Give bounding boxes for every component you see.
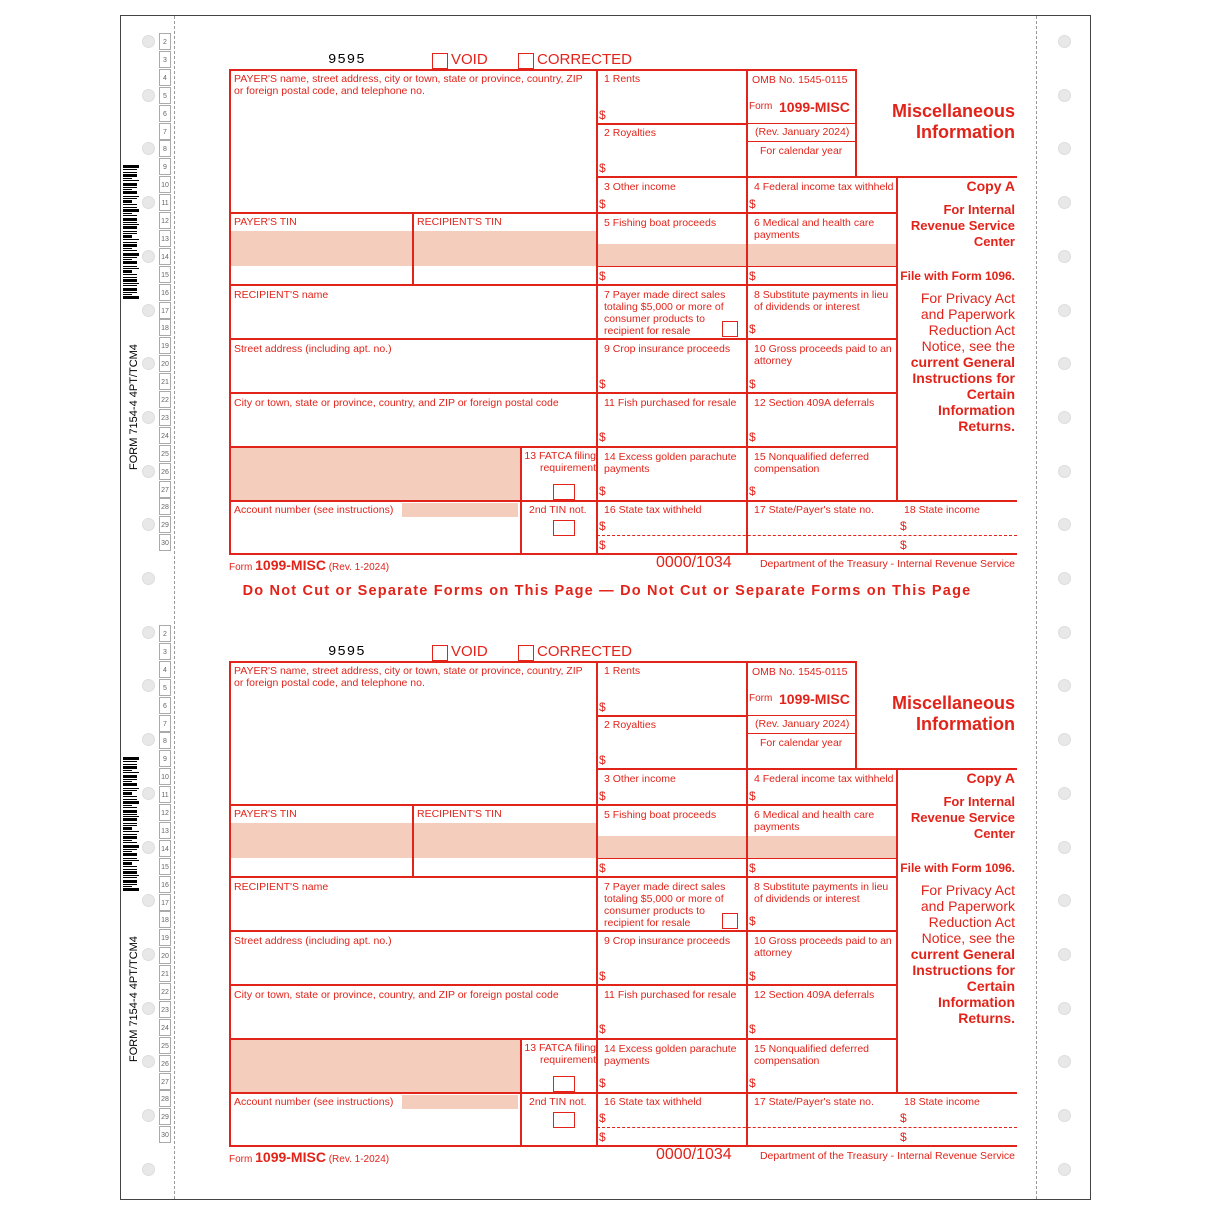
line-number: 17 xyxy=(159,302,171,319)
dollar-sign: $ xyxy=(900,1130,907,1144)
box14-label: 14 Excess golden parachute payments xyxy=(604,451,737,475)
box16-label: 16 State tax withheld xyxy=(604,1096,702,1108)
footer-department: Department of the Treasury - Internal Revenue Service xyxy=(759,558,1015,570)
line-number: 27 xyxy=(159,1073,171,1090)
line-number: 3 xyxy=(159,51,171,68)
form-name: 1099-MISC xyxy=(779,99,850,115)
line-number: 2 xyxy=(159,625,171,642)
payer-tin-label: PAYER'S TIN xyxy=(234,808,297,820)
omb-number: OMB No. 1545-0115 xyxy=(752,74,848,86)
recipient-tin-label: RECIPIENT'S TIN xyxy=(417,216,502,228)
box17-label: 17 State/Payer's state no. xyxy=(754,1096,874,1108)
box8-label: 8 Substitute payments in lieu of dividends or interest xyxy=(754,289,889,313)
dollar-sign: $ xyxy=(599,161,606,175)
line-number: 25 xyxy=(159,1037,171,1054)
dollar-sign: $ xyxy=(599,484,606,498)
footer-department: Department of the Treasury - Internal Revenue Service xyxy=(759,1150,1015,1162)
footer-revision: (Rev. 1-2024) xyxy=(328,562,390,573)
line-number: 10 xyxy=(159,768,171,785)
line-number: 8 xyxy=(159,732,171,749)
corrected-label: CORRECTED xyxy=(537,643,633,660)
box11-label: 11 Fish purchased for resale xyxy=(604,397,737,409)
line-number: 14 xyxy=(159,248,171,265)
box7-label: 7 Payer made direct sales totaling $5,000 or more of consumer products to recipient for resale xyxy=(604,289,726,337)
form-word: Form xyxy=(749,101,773,112)
box4-label: 4 Federal income tax withheld xyxy=(754,181,894,193)
form-code: 9595 xyxy=(328,644,366,660)
dollar-sign: $ xyxy=(749,197,756,211)
void-label: VOID xyxy=(451,643,488,660)
form-title xyxy=(892,693,1015,735)
form-word: Form xyxy=(749,693,773,704)
barcode-image xyxy=(123,165,139,301)
line-number: 7 xyxy=(159,123,171,140)
line-number: 13 xyxy=(159,230,171,247)
line-number: 12 xyxy=(159,212,171,229)
dollar-sign: $ xyxy=(599,519,606,533)
dollar-sign: $ xyxy=(599,1022,606,1036)
box9-label: 9 Crop insurance proceeds xyxy=(604,343,731,355)
calendar-year-label: For calendar year xyxy=(760,145,843,157)
form-code: 9595 xyxy=(328,52,366,68)
box15-label: 15 Nonqualified deferred compensation xyxy=(754,451,869,475)
copy-a-label: Copy A xyxy=(966,770,1015,786)
dollar-sign: $ xyxy=(749,430,756,444)
line-number: 9 xyxy=(159,750,171,767)
dollar-sign: $ xyxy=(749,377,756,391)
file-with-label: File with Form 1096. xyxy=(900,861,1015,875)
dollar-sign: $ xyxy=(749,1022,756,1036)
corrected-checkbox[interactable] xyxy=(518,53,534,69)
omb-number: OMB No. 1545-0115 xyxy=(752,666,848,678)
city-label: City or town, state or province, country, and ZIP or foreign postal code xyxy=(234,397,559,409)
line-number: 7 xyxy=(159,715,171,732)
recipient-name-label: RECIPIENT'S name xyxy=(234,289,329,301)
line-number: 18 xyxy=(159,911,171,928)
dollar-sign: $ xyxy=(599,108,606,122)
line-number: 16 xyxy=(159,876,171,893)
void-checkbox[interactable] xyxy=(432,645,448,661)
tin2-label: 2nd TIN not. xyxy=(529,1096,587,1108)
recipient-tin-label: RECIPIENT'S TIN xyxy=(417,808,502,820)
account-shade xyxy=(402,503,518,517)
account-label: Account number (see instructions) xyxy=(234,504,394,516)
dollar-sign: $ xyxy=(749,484,756,498)
line-number: 24 xyxy=(159,1019,171,1036)
line-number: 23 xyxy=(159,1001,171,1018)
payer-tin-shade xyxy=(231,823,413,858)
footer-revision: (Rev. 1-2024) xyxy=(328,1154,390,1165)
account-label: Account number (see instructions) xyxy=(234,1096,394,1108)
dollar-sign: $ xyxy=(599,969,606,983)
box11-label: 11 Fish purchased for resale xyxy=(604,989,737,1001)
file-with-label: File with Form 1096. xyxy=(900,269,1015,283)
line-number: 9 xyxy=(159,158,171,175)
footer-form-word: Form xyxy=(229,1154,253,1165)
line-number: 15 xyxy=(159,858,171,875)
line-number: 27 xyxy=(159,481,171,498)
footer-form-name: 1099-MISC xyxy=(255,557,326,573)
fatca-left-shade xyxy=(231,1040,520,1092)
box16-label: 16 State tax withheld xyxy=(604,504,702,516)
account-shade xyxy=(402,1095,518,1109)
box4-label: 4 Federal income tax withheld xyxy=(754,773,894,785)
line-number: 18 xyxy=(159,319,171,336)
street-label: Street address (including apt. no.) xyxy=(234,935,392,947)
line-number: 2 xyxy=(159,33,171,50)
line-number: 29 xyxy=(159,1108,171,1125)
privacy-notice xyxy=(900,290,1015,434)
payer-name-label: PAYER'S name, street address, city or town, state or province, country, ZIP or foreign postal code, and telephone no. xyxy=(234,665,583,689)
box18-label: 18 State income xyxy=(904,504,980,516)
box18-label: 18 State income xyxy=(904,1096,980,1108)
footer-code: 0000/1034 xyxy=(656,1146,732,1163)
dollar-sign: $ xyxy=(599,861,606,875)
dollar-sign: $ xyxy=(900,538,907,552)
line-number: 5 xyxy=(159,87,171,104)
line-number: 26 xyxy=(159,1055,171,1072)
city-label: City or town, state or province, country, and ZIP or foreign postal code xyxy=(234,989,559,1001)
line-number: 4 xyxy=(159,661,171,678)
dollar-sign: $ xyxy=(599,1076,606,1090)
privacy-notice-bold: current General Instructions for Certain Information Returns. xyxy=(910,946,1015,1026)
revision-date: (Rev. January 2024) xyxy=(755,718,850,730)
line-number: 28 xyxy=(159,1090,171,1107)
line-number: 28 xyxy=(159,498,171,515)
box5-label: 5 Fishing boat proceeds xyxy=(604,809,717,821)
dollar-sign: $ xyxy=(599,197,606,211)
box7-checkbox[interactable] xyxy=(722,321,738,337)
fatca-label: 13 FATCA filing requirement xyxy=(524,1042,596,1066)
barcode-image xyxy=(123,757,139,893)
box1-label: 1 Rents xyxy=(604,73,641,85)
line-number: 30 xyxy=(159,1126,171,1143)
title-line-1: Miscellaneous xyxy=(891,101,1015,121)
box6-label: 6 Medical and health care payments xyxy=(754,809,875,833)
corrected-checkbox[interactable] xyxy=(518,645,534,661)
footer-form-name: 1099-MISC xyxy=(255,1149,326,1165)
line-number: 6 xyxy=(159,697,171,714)
dollar-sign: $ xyxy=(900,1111,907,1125)
dollar-sign: $ xyxy=(599,789,606,803)
copy-a-label: Copy A xyxy=(966,178,1015,194)
void-label: VOID xyxy=(451,51,488,68)
footer-form-ref xyxy=(229,1149,389,1165)
title-line-1: Miscellaneous xyxy=(891,693,1015,713)
line-number: 12 xyxy=(159,804,171,821)
line-number: 11 xyxy=(159,194,171,211)
for-irs-label: For Internal Revenue Service Center xyxy=(910,794,1015,841)
box8-label: 8 Substitute payments in lieu of dividends or interest xyxy=(754,881,889,905)
box15-label: 15 Nonqualified deferred compensation xyxy=(754,1043,869,1067)
privacy-notice-plain: For Privacy Act and Paperwork Reduction Act Notice, see the xyxy=(920,290,1015,354)
line-number: 10 xyxy=(159,176,171,193)
dollar-sign: $ xyxy=(749,914,756,928)
form-copy-bottom xyxy=(0,592,1214,1184)
recipient-tin-shade xyxy=(414,231,596,266)
box1-label: 1 Rents xyxy=(604,665,641,677)
line-number: 13 xyxy=(159,822,171,839)
dollar-sign: $ xyxy=(599,377,606,391)
box3-label: 3 Other income xyxy=(604,181,676,193)
box2-label: 2 Royalties xyxy=(604,127,656,139)
line-number: 20 xyxy=(159,947,171,964)
box6-label: 6 Medical and health care payments xyxy=(754,217,875,241)
dollar-sign: $ xyxy=(599,1111,606,1125)
footer-code: 0000/1034 xyxy=(656,554,732,571)
privacy-notice-plain: For Privacy Act and Paperwork Reduction Act Notice, see the xyxy=(920,882,1015,946)
privacy-notice xyxy=(900,882,1015,1026)
payer-tin-shade xyxy=(231,231,413,266)
fatca-checkbox[interactable] xyxy=(553,1076,575,1092)
dollar-sign: $ xyxy=(599,700,606,714)
fatca-left-shade xyxy=(231,448,520,500)
line-number: 22 xyxy=(159,983,171,1000)
line-number: 4 xyxy=(159,69,171,86)
void-checkbox[interactable] xyxy=(432,53,448,69)
line-number: 14 xyxy=(159,840,171,857)
privacy-notice-bold: current General Instructions for Certain Information Returns. xyxy=(910,354,1015,434)
form-copy-top xyxy=(0,0,1214,592)
title-line-2: Information xyxy=(916,122,1015,142)
dollar-sign: $ xyxy=(749,322,756,336)
form-title xyxy=(892,101,1015,143)
box7-checkbox[interactable] xyxy=(722,913,738,929)
line-number: 6 xyxy=(159,105,171,122)
line-number: 23 xyxy=(159,409,171,426)
box12-label: 12 Section 409A deferrals xyxy=(754,397,875,409)
box17-label: 17 State/Payer's state no. xyxy=(754,504,874,516)
payer-tin-label: PAYER'S TIN xyxy=(234,216,297,228)
dollar-sign: $ xyxy=(749,969,756,983)
dollar-sign: $ xyxy=(599,430,606,444)
dollar-sign: $ xyxy=(749,269,756,283)
line-number: 24 xyxy=(159,427,171,444)
fatca-label: 13 FATCA filing requirement xyxy=(524,450,596,474)
line-number: 15 xyxy=(159,266,171,283)
line-number: 22 xyxy=(159,391,171,408)
line-number: 26 xyxy=(159,463,171,480)
dollar-sign: $ xyxy=(749,1076,756,1090)
box14-label: 14 Excess golden parachute payments xyxy=(604,1043,737,1067)
corrected-label: CORRECTED xyxy=(537,51,633,68)
for-irs-label: For Internal Revenue Service Center xyxy=(910,202,1015,249)
dollar-sign: $ xyxy=(599,1130,606,1144)
separator-notice: Do Not Cut or Separate Forms on This Page — Do Not Cut or Separate Forms on This Page xyxy=(242,583,972,599)
line-number: 8 xyxy=(159,140,171,157)
box10-label: 10 Gross proceeds paid to an attorney xyxy=(754,343,892,367)
calendar-year-label: For calendar year xyxy=(760,737,843,749)
recipient-tin-shade xyxy=(414,823,596,858)
form-stock-number: FORM 7154-4 4PT/TCM4 xyxy=(128,936,140,1062)
line-number: 5 xyxy=(159,679,171,696)
footer-form-word: Form xyxy=(229,562,253,573)
tin2-checkbox[interactable] xyxy=(553,520,575,536)
line-number: 17 xyxy=(159,894,171,911)
box7-label: 7 Payer made direct sales totaling $5,000 or more of consumer products to recipient for resale xyxy=(604,881,726,929)
line-number: 11 xyxy=(159,786,171,803)
form-stock-number: FORM 7154-4 4PT/TCM4 xyxy=(128,344,140,470)
dollar-sign: $ xyxy=(749,861,756,875)
line-number: 19 xyxy=(159,337,171,354)
tin2-label: 2nd TIN not. xyxy=(529,504,587,516)
box12-label: 12 Section 409A deferrals xyxy=(754,989,875,1001)
box3-label: 3 Other income xyxy=(604,773,676,785)
dollar-sign: $ xyxy=(749,789,756,803)
title-line-2: Information xyxy=(916,714,1015,734)
payer-name-label: PAYER'S name, street address, city or town, state or province, country, ZIP or foreign postal code, and telephone no. xyxy=(234,73,583,97)
recipient-name-label: RECIPIENT'S name xyxy=(234,881,329,893)
street-label: Street address (including apt. no.) xyxy=(234,343,392,355)
dollar-sign: $ xyxy=(599,538,606,552)
form-name: 1099-MISC xyxy=(779,691,850,707)
line-number: 29 xyxy=(159,516,171,533)
line-number: 21 xyxy=(159,373,171,390)
box5-label: 5 Fishing boat proceeds xyxy=(604,217,717,229)
footer-form-ref xyxy=(229,557,389,573)
dollar-sign: $ xyxy=(900,519,907,533)
tin2-checkbox[interactable] xyxy=(553,1112,575,1128)
box2-label: 2 Royalties xyxy=(604,719,656,731)
revision-date: (Rev. January 2024) xyxy=(755,126,850,138)
line-number: 19 xyxy=(159,929,171,946)
dollar-sign: $ xyxy=(599,753,606,767)
line-number: 30 xyxy=(159,534,171,551)
dollar-sign: $ xyxy=(599,269,606,283)
line-number: 25 xyxy=(159,445,171,462)
box10-label: 10 Gross proceeds paid to an attorney xyxy=(754,935,892,959)
line-number: 20 xyxy=(159,355,171,372)
line-number: 21 xyxy=(159,965,171,982)
fatca-checkbox[interactable] xyxy=(553,484,575,500)
line-number: 3 xyxy=(159,643,171,660)
box9-label: 9 Crop insurance proceeds xyxy=(604,935,731,947)
line-number: 16 xyxy=(159,284,171,301)
